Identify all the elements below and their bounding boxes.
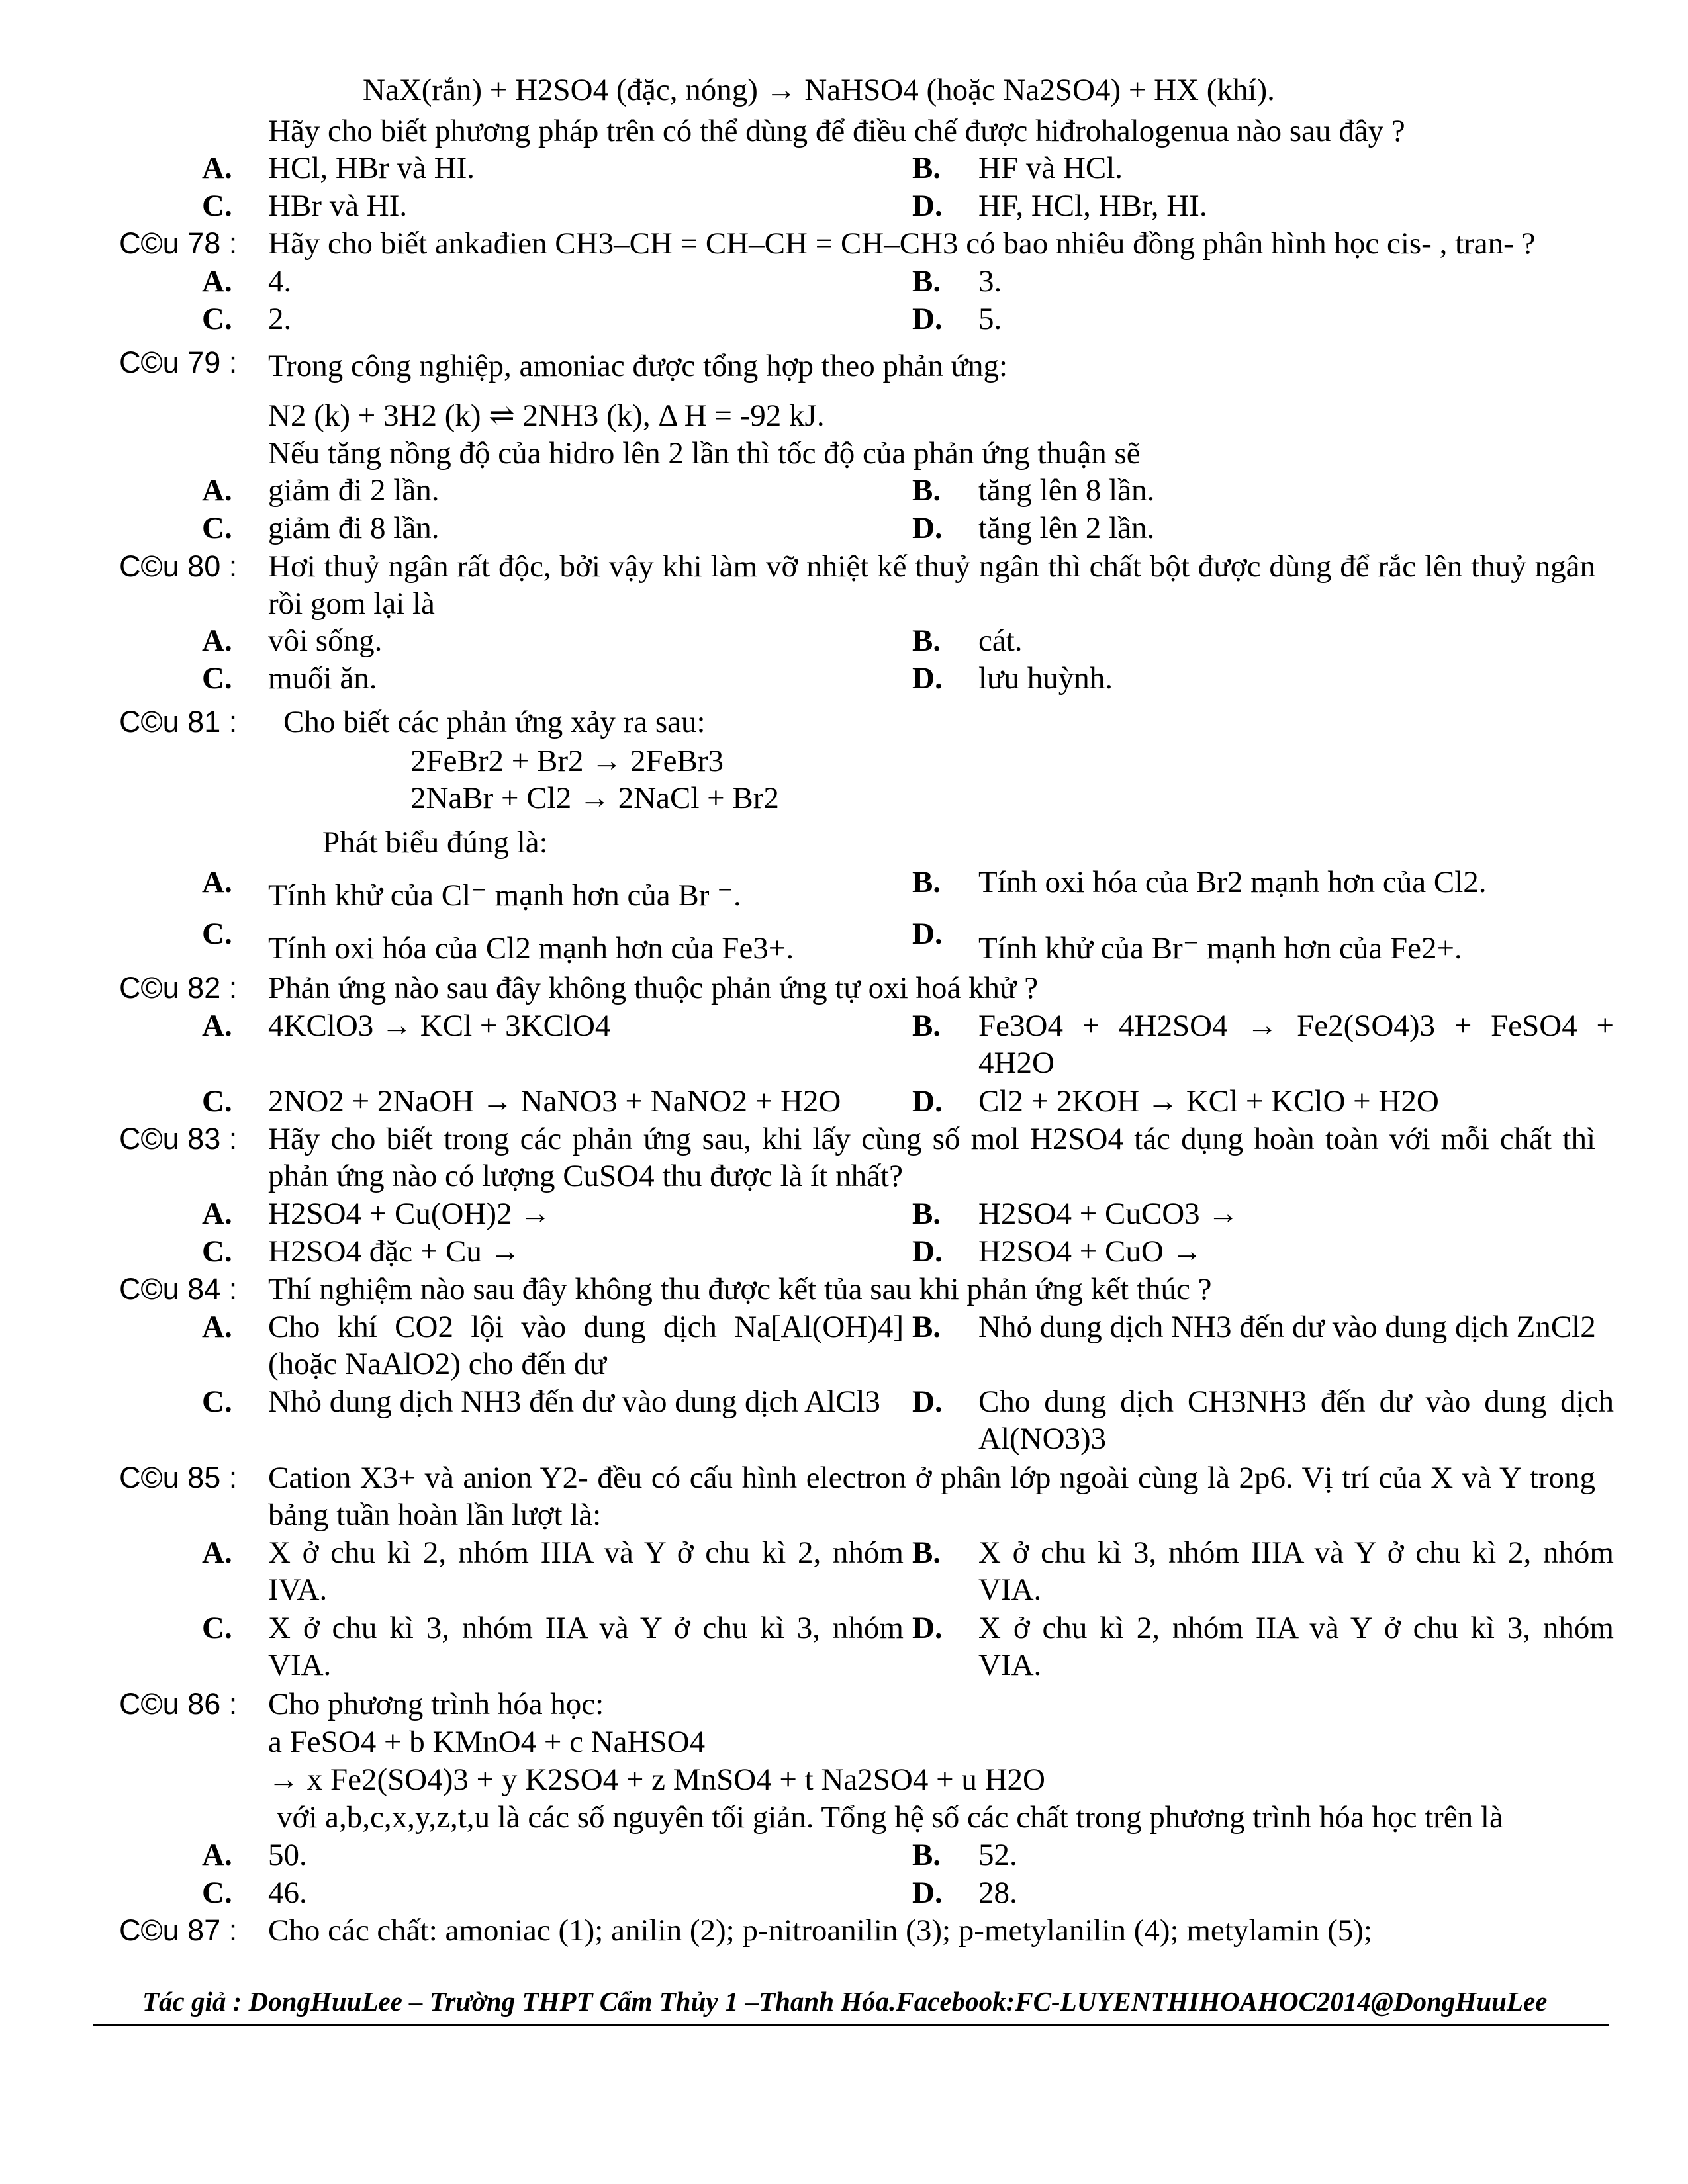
option-letter-d: D. xyxy=(912,1084,943,1118)
option-d: lưu huỳnh. xyxy=(978,661,1113,696)
reaction-equation: NaX(rắn) + H2SO4 (đặc, nóng) → NaHSO4 (hoặc Na2SO4) + HX (khí). xyxy=(363,73,1275,107)
question-text-continued: Nếu tăng nồng độ của hidro lên 2 lần thì tốc độ của phản ứng thuận sẽ xyxy=(268,436,1141,471)
question-text: Thí nghiệm nào sau đây không thu được kết tủa sau khi phản ứng kết thúc ? xyxy=(268,1272,1212,1306)
option-c: muối ăn. xyxy=(268,661,377,696)
option-letter-d: D. xyxy=(912,1611,943,1645)
option-letter-d: D. xyxy=(912,661,943,696)
option-letter-b: B. xyxy=(912,865,941,899)
option-c: 46. xyxy=(268,1876,307,1910)
reaction-equation: 2NaBr + Cl2 → 2NaCl + Br2 xyxy=(410,781,779,815)
question-text: Hơi thuỷ ngân rất độc, bởi vậy khi làm vỡ nhiệt kế thuỷ ngân thì chất bột được dùng để rắc lên thuỷ ngân rồi gom lại là xyxy=(268,549,1595,621)
option-letter-c: C. xyxy=(202,1385,232,1419)
question-label: C©u 81 : xyxy=(119,705,238,739)
option-letter-d: D. xyxy=(912,1234,943,1269)
option-letter-c: C. xyxy=(202,1234,232,1269)
option-letter-a: A. xyxy=(202,865,232,899)
option-b: tăng lên 8 lần. xyxy=(978,473,1155,508)
option-d: 5. xyxy=(978,302,1002,336)
option-b: cát. xyxy=(978,623,1023,658)
option-letter-a: A. xyxy=(202,151,232,185)
option-c: X ở chu kì 3, nhóm IIA và Y ở chu kì 3, nhóm VIA. xyxy=(268,1611,904,1682)
option-letter-a: A. xyxy=(202,1009,232,1043)
option-c: H2SO4 đặc + Cu → xyxy=(268,1234,521,1269)
option-b: Nhỏ dung dịch NH3 đến dư vào dung dịch ZnCl2 xyxy=(978,1310,1596,1344)
option-letter-d: D. xyxy=(912,511,943,545)
option-letter-b: B. xyxy=(912,1838,941,1872)
option-letter-c: C. xyxy=(202,661,232,696)
option-letter-c: C. xyxy=(202,302,232,336)
question-text: Cho biết các phản ứng xảy ra sau: xyxy=(283,705,706,739)
option-b: X ở chu kì 3, nhóm IIIA và Y ở chu kì 2, nhóm VIA. xyxy=(978,1535,1614,1607)
option-d: Tính khử của Br⁻ mạnh hơn của Fe2+. xyxy=(978,931,1462,966)
option-d: tăng lên 2 lần. xyxy=(978,511,1155,545)
option-letter-a: A. xyxy=(202,264,232,298)
question-label: C©u 82 : xyxy=(119,971,238,1005)
option-c: giảm đi 8 lần. xyxy=(268,511,440,545)
option-a: Tính khử của Cl⁻ mạnh hơn của Br ⁻. xyxy=(268,878,741,913)
option-letter-c: C. xyxy=(202,189,232,223)
reaction-equation: → x Fe2(SO4)3 + y K2SO4 + z MnSO4 + t Na2SO4 + u H2O xyxy=(268,1762,1045,1797)
question-text: Cho các chất: amoniac (1); anilin (2); p-nitroanilin (3); p-metylanilin (4); metylamin (5); xyxy=(268,1913,1372,1948)
option-letter-b: B. xyxy=(912,1535,941,1570)
option-letter-b: B. xyxy=(912,1310,941,1344)
option-b: 52. xyxy=(978,1838,1017,1872)
option-a: vôi sống. xyxy=(268,623,383,658)
option-d: 28. xyxy=(978,1876,1017,1910)
question-text-continued: với a,b,c,x,y,z,t,u là các số nguyên tối giản. Tổng hệ số các chất trong phương trình hóa học trên là xyxy=(277,1800,1503,1835)
question-label: C©u 79 : xyxy=(119,345,238,379)
option-letter-a: A. xyxy=(202,623,232,658)
option-letter-a: A. xyxy=(202,1197,232,1231)
option-letter-d: D. xyxy=(912,189,943,223)
option-letter-d: D. xyxy=(912,1876,943,1910)
option-a: 4KClO3 → KCl + 3KClO4 xyxy=(268,1009,611,1043)
option-d: X ở chu kì 2, nhóm IIA và Y ở chu kì 3, nhóm VIA. xyxy=(978,1611,1614,1682)
option-c: Tính oxi hóa của Cl2 mạnh hơn của Fe3+. xyxy=(268,931,794,966)
option-letter-d: D. xyxy=(912,302,943,336)
option-b: Fe3O4 + 4H2SO4 → Fe2(SO4)3 + FeSO4 + 4H2O xyxy=(978,1009,1614,1080)
footer-divider xyxy=(93,2024,1609,2026)
question-label: C©u 86 : xyxy=(119,1687,238,1721)
option-letter-a: A. xyxy=(202,1310,232,1344)
option-d: Cl2 + 2KOH → KCl + KClO + H2O xyxy=(978,1084,1439,1118)
option-b: 3. xyxy=(978,264,1002,298)
option-letter-b: B. xyxy=(912,151,941,185)
option-letter-d: D. xyxy=(912,1385,943,1419)
question-text: Hãy cho biết phương pháp trên có thể dùng để điều chế được hiđrohalogenua nào sau đây ? xyxy=(268,114,1405,148)
option-letter-a: A. xyxy=(202,1838,232,1872)
page-footer: Tác giả : DongHuuLee – Trường THPT Cẩm Thủy 1 –Thanh Hóa.Facebook:FC-LUYENTHIHOAHOC2014@DongHuuLee xyxy=(142,1986,1548,2017)
option-a: X ở chu kì 2, nhóm IIIA và Y ở chu kì 2, nhóm IVA. xyxy=(268,1535,904,1607)
option-a: 50. xyxy=(268,1838,307,1872)
option-letter-c: C. xyxy=(202,1611,232,1645)
question-text-continued: Phát biểu đúng là: xyxy=(322,825,548,860)
question-text: Trong công nghiệp, amoniac được tổng hợp theo phản ứng: xyxy=(268,349,1008,383)
reaction-equation: N2 (k) + 3H2 (k) ⇌ 2NH3 (k), Δ H = -92 kJ. xyxy=(268,398,825,433)
option-c: 2. xyxy=(268,302,292,336)
option-letter-c: C. xyxy=(202,1876,232,1910)
option-d: H2SO4 + CuO → xyxy=(978,1234,1203,1269)
option-c: 2NO2 + 2NaOH → NaNO3 + NaNO2 + H2O xyxy=(268,1084,841,1118)
option-letter-b: B. xyxy=(912,1197,941,1231)
option-a: H2SO4 + Cu(OH)2 → xyxy=(268,1197,551,1231)
question-text: Hãy cho biết trong các phản ứng sau, khi lấy cùng số mol H2SO4 tác dụng hoàn toàn với mỗi chất thì phản ứng nào có lượng CuSO4 thu được là ít nhất? xyxy=(268,1122,1595,1193)
question-label: C©u 78 : xyxy=(119,226,238,260)
option-letter-b: B. xyxy=(912,1009,941,1043)
question-text: Phản ứng nào sau đây không thuộc phản ứng tự oxi hoá khử ? xyxy=(268,971,1039,1005)
option-b: HF và HCl. xyxy=(978,151,1123,185)
option-letter-a: A. xyxy=(202,473,232,508)
reaction-equation: a FeSO4 + b KMnO4 + c NaHSO4 xyxy=(268,1725,706,1759)
option-c: HBr và HI. xyxy=(268,189,408,223)
option-letter-b: B. xyxy=(912,473,941,508)
option-letter-c: C. xyxy=(202,511,232,545)
question-label: C©u 87 : xyxy=(119,1913,238,1947)
question-label: C©u 85 : xyxy=(119,1461,238,1494)
option-d: Cho dung dịch CH3NH3 đến dư vào dung dịch Al(NO3)3 xyxy=(978,1385,1614,1456)
question-text: Cation X3+ và anion Y2- đều có cấu hình electron ở phân lớp ngoài cùng là 2p6. Vị trí của X và Y trong bảng tuần hoàn lần lượt là: xyxy=(268,1461,1595,1532)
option-letter-a: A. xyxy=(202,1535,232,1570)
question-text: Cho phương trình hóa học: xyxy=(268,1687,604,1721)
question-label: C©u 83 : xyxy=(119,1122,238,1156)
question-label: C©u 84 : xyxy=(119,1272,238,1306)
option-letter-d: D. xyxy=(912,917,943,951)
option-d: HF, HCl, HBr, HI. xyxy=(978,189,1207,223)
option-b: H2SO4 + CuCO3 → xyxy=(978,1197,1239,1231)
option-c: Nhỏ dung dịch NH3 đến dư vào dung dịch AlCl3 xyxy=(268,1385,880,1419)
option-letter-b: B. xyxy=(912,264,941,298)
option-b: Tính oxi hóa của Br2 mạnh hơn của Cl2. xyxy=(978,865,1487,899)
option-a: 4. xyxy=(268,264,292,298)
option-letter-c: C. xyxy=(202,1084,232,1118)
question-label: C©u 80 : xyxy=(119,549,238,583)
option-a: giảm đi 2 lần. xyxy=(268,473,440,508)
option-letter-c: C. xyxy=(202,917,232,951)
reaction-equation: 2FeBr2 + Br2 → 2FeBr3 xyxy=(410,744,724,778)
option-a: Cho khí CO2 lội vào dung dịch Na[Al(OH)4] (hoặc NaAlO2) cho đến dư xyxy=(268,1310,904,1381)
option-a: HCl, HBr và HI. xyxy=(268,151,475,185)
question-text: Hãy cho biết ankađien CH3–CH = CH–CH = CH–CH3 có bao nhiêu đồng phân hình học cis- , tran- ? xyxy=(268,226,1536,261)
option-letter-b: B. xyxy=(912,623,941,658)
